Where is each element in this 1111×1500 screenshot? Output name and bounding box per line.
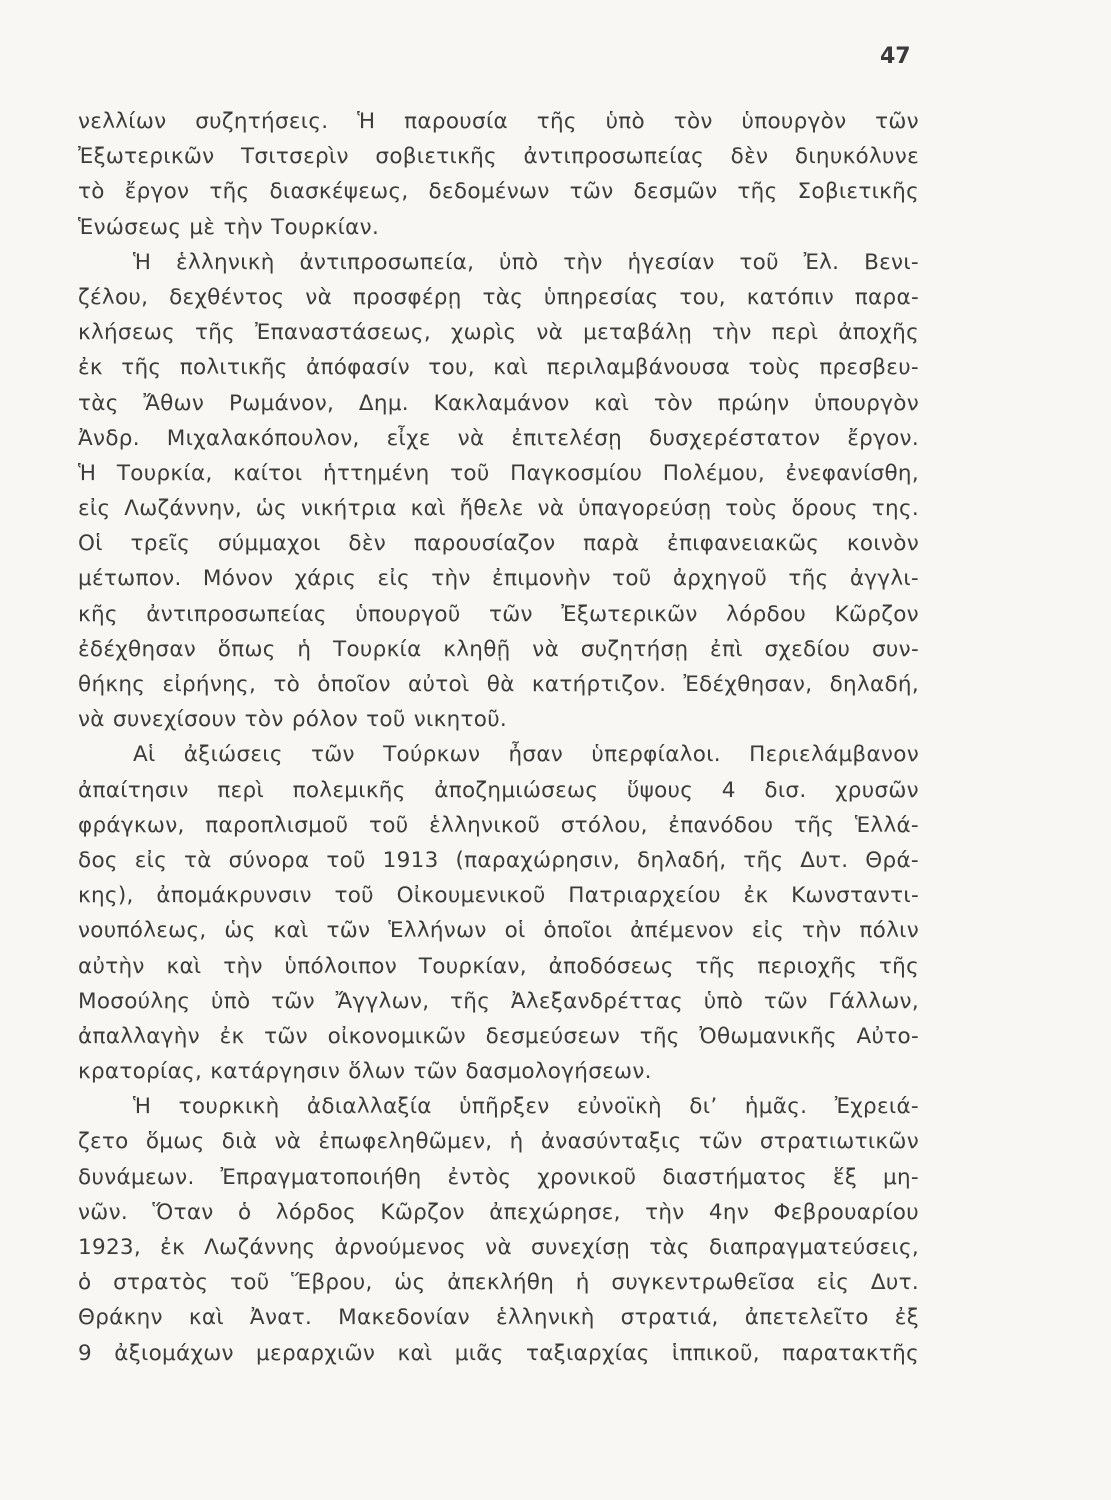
text-line: ἀπαίτησιν περὶ πολεμικῆς ἀποζημιώσεως ὕψους 4 δισ. χρυσῶν xyxy=(78,777,919,803)
text-line: νελλίων συζητήσεις. Ἡ παρουσία τῆς ὑπὸ τὸν ὑπουργὸν τῶν xyxy=(78,109,919,134)
text-line: δος εἰς τὰ σύνορα τοῦ 1913 (παραχώρησιν, δηλαδή, τῆς Δυτ. Θρά- xyxy=(78,847,919,873)
text-line: νὰ συνεχίσουν τὸν ρόλον τοῦ νικητοῦ. xyxy=(78,707,508,733)
text-line: Θράκην καὶ Ἀνατ. Μακεδονίαν ἑλληνικὴ στρατιά, ἀπετελεῖτο ἐξ xyxy=(78,1305,919,1331)
text-line: Μοσούλης ὑπὸ τῶν Ἄγγλων, τῆς Ἀλεξανδρέττας ὑπὸ τῶν Γάλλων, xyxy=(78,988,919,1014)
text-line: θήκης εἰρήνης, τὸ ὁποῖον αὐτοὶ θὰ κατήρτιζον. Ἐδέχθησαν, δηλαδή, xyxy=(78,672,919,697)
text-line: δυνάμεων. Ἐπραγματοποιήθη ἐντὸς χρονικοῦ διαστήματος ἕξ μη- xyxy=(78,1164,919,1190)
text-line: κῆς ἀντιπροσωπείας ὑπουργοῦ τῶν Ἐξωτερικῶν λόρδου Κῶρζον xyxy=(78,601,919,627)
text-line: 1923, ἐκ Λωζάννης ἀρνούμενος νὰ συνεχίσῃ τὰς διαπραγματεύσεις, xyxy=(78,1235,919,1260)
text-line: νουπόλεως, ὡς καὶ τῶν Ἑλλήνων οἱ ὁποῖοι ἀπέμενον εἰς τὴν πόλιν xyxy=(78,918,919,944)
text-line: κης), ἀπομάκρυνσιν τοῦ Οἰκουμενικοῦ Πατριαρχείου ἐκ Κωνσταντι- xyxy=(78,883,919,909)
text-line: φράγκων, παροπλισμοῦ τοῦ ἑλληνικοῦ στόλου, ἐπανόδου τῆς Ἑλλά- xyxy=(78,812,919,838)
text-line: Ἡ τουρκικὴ ἀδιαλλαξία ὑπῆρξεν εὐνοϊκὴ δι’ ἡμᾶς. Ἐχρειά- xyxy=(133,1094,919,1120)
text-line: εἰς Λωζάννην, ὡς νικήτρια καὶ ἤθελε νὰ ὑπαγορεύσῃ τοὺς ὅρους της. xyxy=(78,496,919,522)
text-line: τὰς Ἄθων Ρωμάνον, Δημ. Κακλαμάνον καὶ τὸν πρώην ὑπουργὸν xyxy=(78,390,919,416)
text-line: ζέλου, δεχθέντος νὰ προσφέρῃ τὰς ὑπηρεσίας του, κατόπιν παρα- xyxy=(78,284,919,310)
text-line: Ἡ ἑλληνικὴ ἀντιπροσωπεία, ὑπὸ τὴν ἡγεσίαν τοῦ Ἐλ. Βενι- xyxy=(133,249,919,275)
text-line: ὁ στρατὸς τοῦ Ἕβρου, ὡς ἀπεκλήθη ἡ συγκεντρωθεῖσα εἰς Δυτ. xyxy=(78,1270,919,1296)
text-line: ἀπαλλαγὴν ἐκ τῶν οἰκονομικῶν δεσμεύσεων τῆς Ὀθωμανικῆς Αὐτο- xyxy=(78,1023,919,1049)
text-line: κλήσεως τῆς Ἐπαναστάσεως, χωρὶς νὰ μεταβάλῃ τὴν περὶ ἀποχῆς xyxy=(78,320,919,346)
text-line: ἐδέχθησαν ὅπως ἡ Τουρκία κληθῇ νὰ συζητήσῃ ἐπὶ σχεδίου συν- xyxy=(78,636,919,662)
text-line: τὸ ἔργον τῆς διασκέψεως, δεδομένων τῶν δεσμῶν τῆς Σοβιετικῆς xyxy=(78,179,919,205)
text-line: ζετο ὅμως διὰ νὰ ἐπωφεληθῶμεν, ἡ ἀνασύνταξις τῶν στρατιωτικῶν xyxy=(78,1129,919,1155)
text-line: Οἱ τρεῖς σύμμαχοι δὲν παρουσίαζον παρὰ ἐπιφανειακῶς κοινὸν xyxy=(78,531,919,557)
text-line: αὐτὴν καὶ τὴν ὑπόλοιπον Τουρκίαν, ἀποδόσεως τῆς περιοχῆς τῆς xyxy=(78,953,919,979)
text-line: Ἐξωτερικῶν Τσιτσερὶν σοβιετικῆς ἀντιπροσωπείας δὲν διηυκόλυνε xyxy=(78,144,919,170)
text-line: Ἑνώσεως μὲ τὴν Τουρκίαν. xyxy=(78,214,380,240)
text-line: 9 ἀξιομάχων μεραρχιῶν καὶ μιᾶς ταξιαρχίας ἱππικοῦ, παρατακτῆς xyxy=(78,1340,919,1366)
text-line: Αἱ ἀξιώσεις τῶν Τούρκων ἦσαν ὑπερφίαλοι. Περιελάμβανον xyxy=(133,742,919,768)
text-line: μέτωπον. Μόνον χάρις εἰς τὴν ἐπιμονὴν τοῦ ἀρχηγοῦ τῆς ἀγγλι- xyxy=(78,566,919,592)
text-line: κρατορίας, κατάργησιν ὅλων τῶν δασμολογήσεων. xyxy=(78,1059,652,1085)
text-line: νῶν. Ὅταν ὁ λόρδος Κῶρζον ἀπεχώρησε, τὴν 4ην Φεβρουαρίου xyxy=(78,1199,919,1225)
body-text xyxy=(78,104,919,1371)
text-line: ἐκ τῆς πολιτικῆς ἀπόφασίν του, καὶ περιλαμβάνουσα τοὺς πρεσβευ- xyxy=(78,355,919,381)
text-line: Ἡ Τουρκία, καίτοι ἡττημένη τοῦ Παγκοσμίου Πολέμου, ἐνεφανίσθη, xyxy=(78,460,919,486)
text-line: Ἀνδρ. Μιχαλακόπουλον, εἶχε νὰ ἐπιτελέσῃ δυσχερέστατον ἔργον. xyxy=(78,425,919,451)
page-number: 47 xyxy=(880,44,911,69)
